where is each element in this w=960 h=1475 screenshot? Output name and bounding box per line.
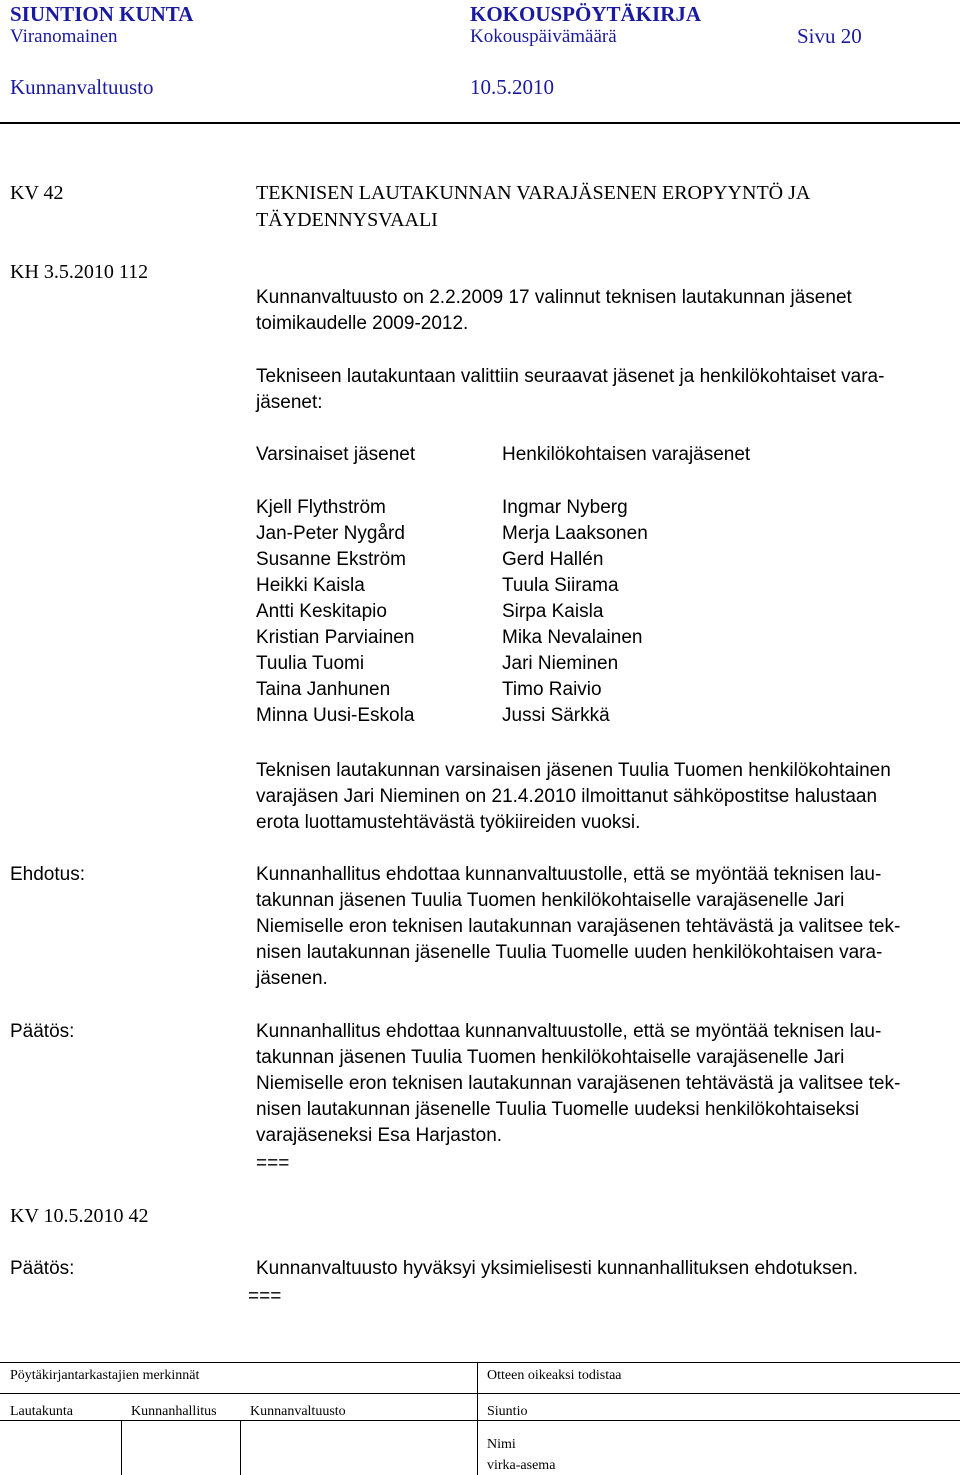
case-ref-kh: KH 3.5.2010 112 xyxy=(10,261,149,283)
resignation-line1: Teknisen lautakunnan varsinaisen jäsenen Tuulia Tuomen henkilökohtainen xyxy=(256,760,891,781)
deputy-name: Timo Raivio xyxy=(502,679,602,700)
footer-col-council: Kunnanvaltuusto xyxy=(250,1404,346,1419)
deputy-name: Jussi Särkkä xyxy=(502,705,610,726)
footer-col-board: Lautakunta xyxy=(10,1404,73,1419)
resignation-line2: varajäsen Jari Nieminen on 21.4.2010 ilmoittanut sähköpostitse halustaan xyxy=(256,786,878,807)
footer-top-line xyxy=(0,1362,960,1363)
footer-header-line xyxy=(0,1420,960,1421)
member-name: Tuulia Tuomi xyxy=(256,653,365,674)
deputy-name: Mika Nevalainen xyxy=(502,627,643,648)
case-ref-kv: KV 42 xyxy=(10,182,64,204)
deputy-name: Sirpa Kaisla xyxy=(502,601,604,622)
member-name: Minna Uusi-Eskola xyxy=(256,705,415,726)
member-name: Antti Keskitapio xyxy=(256,601,387,622)
org-name: SIUNTION KUNTA xyxy=(10,2,194,26)
elected-line1: Tekniseen lautakuntaan valittiin seuraavat jäsenet ja henkilökohtaiset vara- xyxy=(256,366,885,387)
footer-col-executive: Kunnanhallitus xyxy=(131,1404,217,1419)
footer-mid-line xyxy=(0,1393,960,1394)
decision-line3: Niemiselle eron teknisen lautakunnan varajäsenen tehtävästä ja valitsee tek- xyxy=(256,1073,901,1094)
member-name: Jan-Peter Nygård xyxy=(256,523,405,544)
decision-label: Päätös: xyxy=(10,1021,75,1042)
deputy-name: Merja Laaksonen xyxy=(502,523,648,544)
footer-column-divider xyxy=(477,1362,478,1475)
member-name: Susanne Ekström xyxy=(256,549,406,570)
footer-place: Siuntio xyxy=(487,1404,528,1419)
elected-line2: jäsenet: xyxy=(256,392,323,413)
member-name: Heikki Kaisla xyxy=(256,575,365,596)
decision-line4: nisen lautakunnan jäsenelle Tuulia Tuomelle uudeksi henkilökohtaiseksi xyxy=(256,1099,860,1120)
decision-line5: varajäseneksi Esa Harjaston. xyxy=(256,1125,503,1146)
deputy-name: Gerd Hallén xyxy=(502,549,604,570)
authority-label: Viranomainen xyxy=(10,26,118,47)
footer-name-label: Nimi xyxy=(487,1437,516,1452)
footer-position-label: virka-asema xyxy=(487,1458,556,1473)
proposal-line3: Niemiselle eron teknisen lautakunnan varajäsenen tehtävästä ja valitsee tek- xyxy=(256,916,901,937)
member-name: Taina Janhunen xyxy=(256,679,391,700)
intro-line2: toimikaudelle 2009-2012. xyxy=(256,313,469,334)
proposal-line4: nisen lautakunnan jäsenelle Tuulia Tuomelle uuden henkilökohtaisen vara- xyxy=(256,942,883,963)
header-divider xyxy=(0,122,960,124)
decision-line2: takunnan jäsenen Tuulia Tuomen henkilökohtaiselle varajäsenelle Jari xyxy=(256,1047,845,1068)
authority: Kunnanvaltuusto xyxy=(10,75,154,99)
deputies-column-header: Henkilökohtaisen varajäsenet xyxy=(502,444,751,465)
document-type: KOKOUSPÖYTÄKIRJA xyxy=(470,2,702,26)
case-title-line1: TEKNISEN LAUTAKUNNAN VARAJÄSENEN EROPYYNTÖ JA xyxy=(256,182,811,204)
footer-certification-title: Otteen oikeaksi todistaa xyxy=(487,1368,622,1383)
case-title-line2: TÄYDENNYSVAALI xyxy=(256,209,438,231)
deputy-name: Jari Nieminen xyxy=(502,653,619,674)
kv-decision-text: Kunnanvaltuusto hyväksyi yksimielisesti kunnanhallituksen ehdotuksen. xyxy=(256,1258,859,1279)
deputy-name: Tuula Siirama xyxy=(502,575,619,596)
decision-end-marker: === xyxy=(256,1153,290,1174)
proposal-line5: jäsenen. xyxy=(256,968,328,989)
proposal-label: Ehdotus: xyxy=(10,864,85,885)
deputies-list xyxy=(502,495,648,729)
kv-end-marker: === xyxy=(248,1286,282,1307)
proposal-line1: Kunnanhallitus ehdottaa kunnanvaltuustolle, että se myöntää teknisen lau- xyxy=(256,864,882,885)
page-number: Sivu 20 xyxy=(797,24,862,48)
date-label: Kokouspäivämäärä xyxy=(470,26,617,47)
kv-case-ref: KV 10.5.2010 42 xyxy=(10,1205,149,1227)
footer-signature-divider-2 xyxy=(240,1420,241,1475)
proposal-line2: takunnan jäsenen Tuulia Tuomen henkilökohtaiselle varajäsenelle Jari xyxy=(256,890,845,911)
member-name: Kjell Flythström xyxy=(256,497,386,518)
deputy-name: Ingmar Nyberg xyxy=(502,497,628,518)
members-column-header: Varsinaiset jäsenet xyxy=(256,444,416,465)
footer-reviewers-title: Pöytäkirjantarkastajien merkinnät xyxy=(10,1368,200,1383)
kv-decision-label: Päätös: xyxy=(10,1258,75,1279)
member-name: Kristian Parviainen xyxy=(256,627,415,648)
decision-line1: Kunnanhallitus ehdottaa kunnanvaltuustolle, että se myöntää teknisen lau- xyxy=(256,1021,882,1042)
resignation-line3: erota luottamustehtävästä työkiireiden vuoksi. xyxy=(256,812,641,833)
meeting-date: 10.5.2010 xyxy=(470,75,554,99)
footer-signature-divider-1 xyxy=(121,1420,122,1475)
intro-line1: Kunnanvaltuusto on 2.2.2009 17 valinnut teknisen lautakunnan jäsenet xyxy=(256,287,852,308)
members-list xyxy=(256,495,414,729)
